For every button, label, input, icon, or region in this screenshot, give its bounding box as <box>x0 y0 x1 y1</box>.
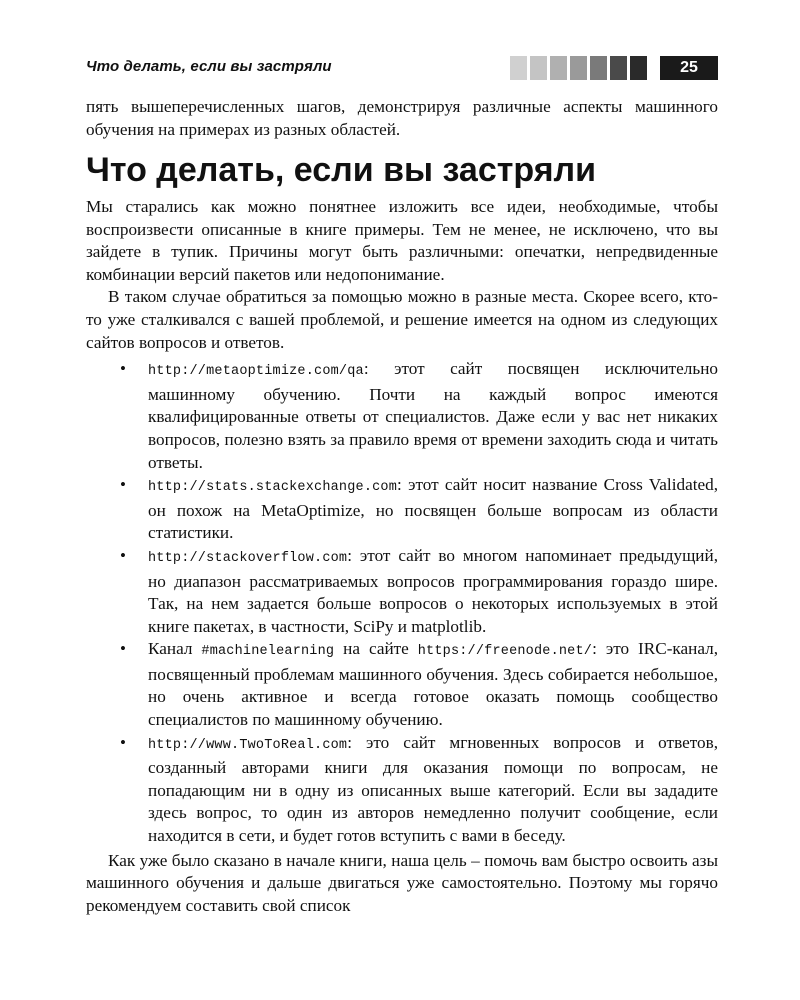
header-bar <box>530 56 547 80</box>
resource-list <box>86 358 718 847</box>
running-header <box>86 56 718 82</box>
list-item <box>86 358 718 474</box>
item-text: : это сайт мгновенных вопросов и ответов, созданный авторами книги для оказания помощи по вопросам, не попадающим ни в одну из описанных выше категорий. Если вы зададите здесь вопрос, то один из авторов немедленно получит сообщение, если находится в сети, и будет готов вступить с вами в беседу. <box>148 732 718 846</box>
running-title: Что делать, если вы застряли <box>86 58 332 75</box>
closing-paragraph: Как уже было сказано в начале книги, наша цель – помочь вам быстро освоить азы машинного обучения и дальше двигаться уже самостоятельно. Поэтому мы горячо рекомендуем составить свой список <box>86 850 718 915</box>
link-stats-stackexchange[interactable]: http://stats.stackexchange.com <box>148 480 398 496</box>
header-gradient-bars <box>510 56 650 80</box>
item-text: : этот сайт носит название Cross Validated, он похож на MetaOptimize, но посвящен больше вопросам из области статистики. <box>148 475 718 543</box>
list-item <box>86 474 718 545</box>
link-stackoverflow[interactable]: http://stackoverflow.com <box>148 550 348 566</box>
header-bar <box>590 56 607 80</box>
item-text: : это IRC-канал, посвященный проблемам машинного обучения. Здесь собирается небольшое, но очень активное и всегда готовое оказать помощь сообщество специалистов по машинному обучению. <box>148 639 718 730</box>
list-item <box>86 732 718 848</box>
item-text: : этот сайт во многом напоминает предыдущий, но диапазон рассматриваемых вопросов программирования гораздо шире. Так, на нем задается больше вопросов о некоторых используемых в этой книге пакетах, в частности, SciPy и matplotlib. <box>148 545 718 636</box>
bullet: • <box>120 359 126 379</box>
item-text: : этот сайт посвящен исключительно машинному обучению. Почти на каждый вопрос имеются квалифицированные ответы от специалистов. Даже если у вас нет никаких вопросов, полезно взять за правило время от времени заходить сюда и читать ответы. <box>148 359 718 472</box>
item-middle: на сайте <box>334 639 418 659</box>
list-item <box>86 638 718 731</box>
header-bar <box>630 56 647 80</box>
item-prefix: Канал <box>148 639 202 659</box>
section-title: Что делать, если вы застряли <box>86 151 597 189</box>
header-bar <box>610 56 627 80</box>
paragraph-1: Мы старались как можно понятнее изложить все идеи, необходимые, чтобы воспроизвести описанные в книге примеры. Тем не менее, не исключено, что вы зайдете в тупик. Причины могут быть различными: опечатки, непредвиденные комбинации версий пакетов или недопонимание. <box>86 197 718 284</box>
header-bar <box>510 56 527 80</box>
paragraph-2: В таком случае обратиться за помощью можно в разные места. Скорее всего, кто-то уже сталкивался с вашей проблемой, и решение имеется на одном из следующих сайтов вопросов и ответов. <box>86 287 718 352</box>
link-freenode[interactable]: https://freenode.net/ <box>417 644 593 660</box>
bullet: • <box>120 475 126 495</box>
main-content <box>86 196 718 917</box>
list-item <box>86 545 718 638</box>
page-number: 25 <box>660 56 718 80</box>
link-metaoptimize[interactable]: http://metaoptimize.com/qa <box>148 364 364 380</box>
intro-paragraph: пять вышеперечисленных шагов, демонстрируя различные аспекты машинного обучения на примерах из разных областей. <box>86 97 718 139</box>
irc-channel[interactable]: #machinelearning <box>201 644 335 660</box>
link-twotoreal[interactable]: http://www.TwoToReal.com <box>148 737 348 753</box>
bullet: • <box>120 545 126 565</box>
bullet: • <box>120 732 126 752</box>
bullet: • <box>120 639 126 659</box>
header-bar <box>570 56 587 80</box>
header-bar <box>550 56 567 80</box>
